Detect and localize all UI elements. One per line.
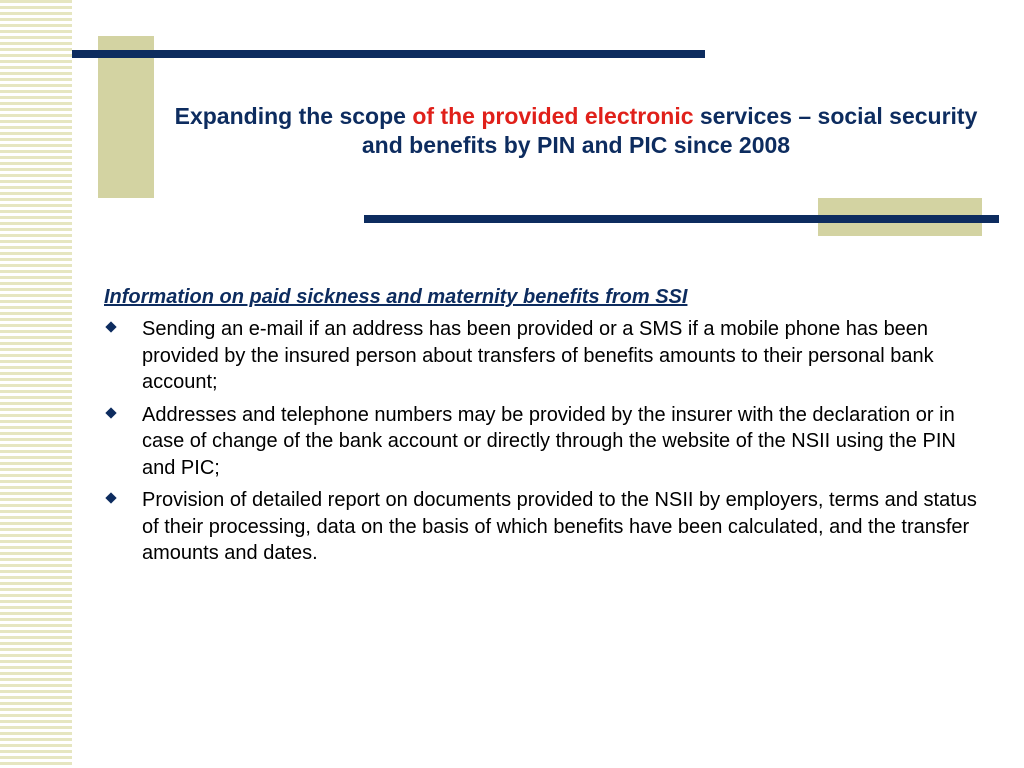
bullet-text: Sending an e-mail if an address has been provided or a SMS if a mobile phone has been provided by the insured person about transfers of benefits amounts to their personal bank account; [142,318,934,393]
slide-title-part2: services – social security and benefits by PIN and PIC since 2008 [361,103,978,158]
bullet-text: Provision of detailed report on documents provided to the NSII by employers, terms and status of their processing, data on the basis of which benefits have been calculated, and the transfer amounts and dates. [142,489,977,564]
diamond-bullet-icon [105,492,116,503]
bullet-item [104,402,984,482]
decorative-rule-top [72,50,705,58]
slide-title-part1: Expanding the scope [174,103,413,129]
slide-title-highlight: of the provided electronic [412,103,694,129]
bullet-text: Addresses and telephone numbers may be provided by the insurer with the declaration or in case of change of the bank account or directly through the website of the NSII using the PIN and PIC; [142,403,956,479]
slide-title [160,102,992,160]
bullet-item [104,487,984,567]
bullet-list [104,316,984,567]
decorative-side-stripes [0,0,72,768]
decorative-rule-bottom [364,215,999,223]
diamond-bullet-icon [105,321,116,332]
slide-content [104,285,984,573]
diamond-bullet-icon [105,407,116,418]
section-heading: Information on paid sickness and maternity benefits from SSI [104,286,688,308]
bullet-item [104,316,984,396]
decorative-tan-block-top [98,36,154,198]
